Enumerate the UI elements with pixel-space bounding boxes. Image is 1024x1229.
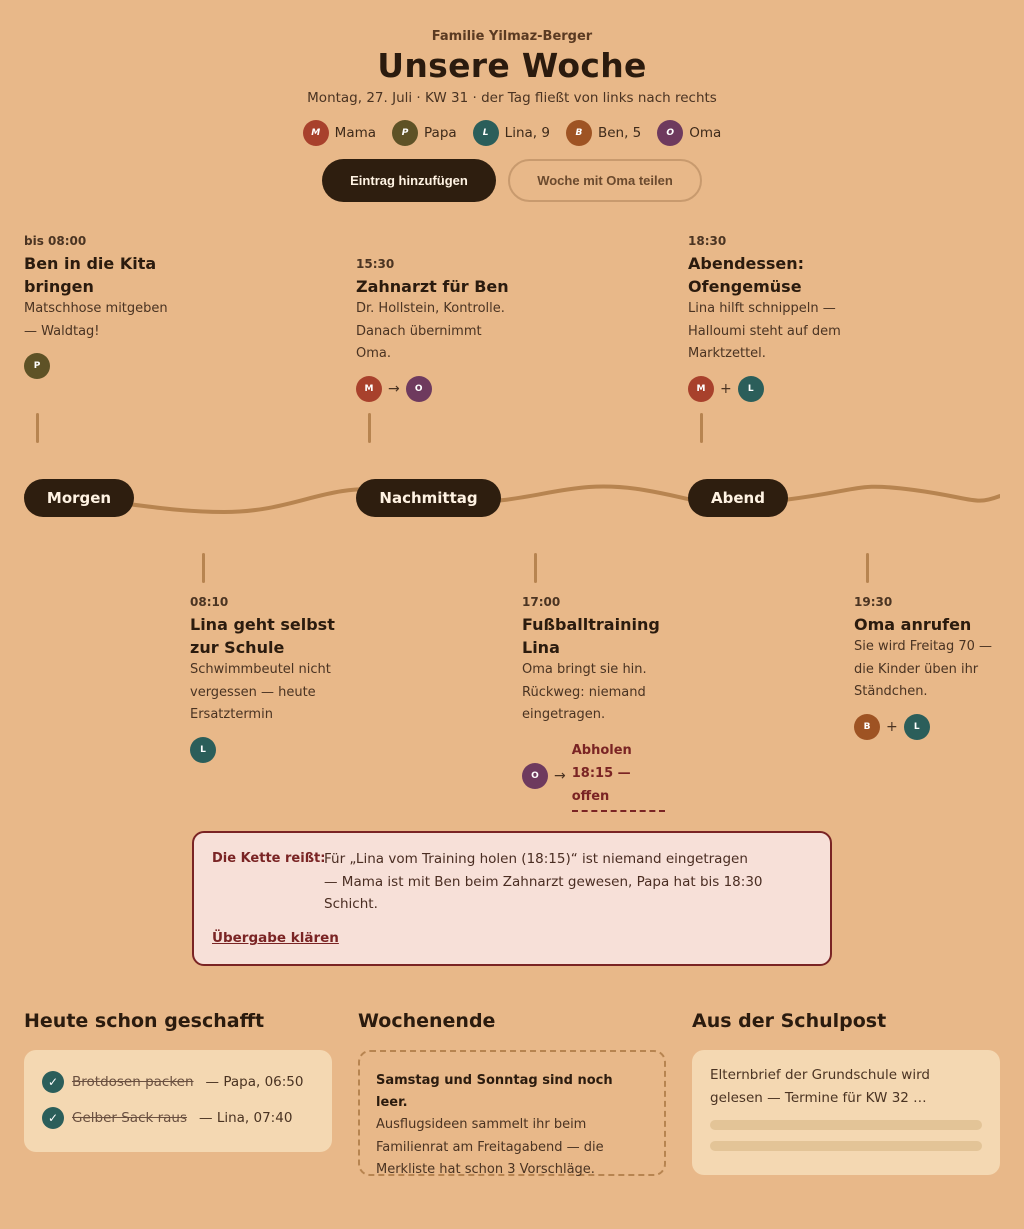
event-title: Oma anrufen — [854, 615, 972, 634]
event-dinner[interactable] — [688, 234, 848, 402]
done-by: — Papa, 06:50 — [205, 1074, 304, 1090]
member-avatar: O — [657, 120, 683, 146]
member-oma — [657, 120, 721, 146]
event-people — [688, 376, 848, 402]
event-dentist[interactable] — [356, 257, 516, 402]
resolve-handover-link[interactable]: Übergabe klären — [212, 930, 339, 946]
person-avatar: L — [190, 737, 216, 763]
event-time: 19:30 — [854, 595, 893, 609]
member-avatar: P — [392, 120, 418, 146]
weekend-card — [358, 1050, 666, 1176]
event-people — [24, 353, 174, 379]
page-title: Unsere Woche — [377, 46, 647, 85]
event-description: Schwimmbeutel nicht vergessen — heute Ersatztermin — [190, 662, 331, 722]
weekend-headline: Samstag und Sonntag sind noch leer. — [376, 1073, 613, 1110]
timeline-stem — [866, 553, 869, 583]
page-subtitle: Montag, 27. Juli · KW 31 · der Tag fließt von links nach rechts — [307, 90, 717, 106]
event-time: 15:30 — [356, 257, 395, 271]
done-item — [42, 1107, 292, 1129]
event-kita[interactable] — [24, 234, 174, 379]
member-name: Ben, 5 — [597, 125, 642, 141]
phase-afternoon: Nachmittag — [356, 479, 501, 517]
share-with-oma-button[interactable]: Woche mit Oma teilen — [508, 159, 702, 202]
event-title: Zahnarzt für Ben — [356, 277, 509, 296]
done-task: Brotdosen packen — [72, 1074, 194, 1090]
together-plus: + — [886, 718, 898, 735]
done-section-title: Heute schon geschafft — [24, 1010, 265, 1032]
person-avatar: M — [688, 376, 714, 402]
school-mail-text: Elternbrief der Grundschule wird gelesen — Termine für KW 32 … — [710, 1067, 930, 1106]
event-time: bis 08:00 — [24, 234, 87, 248]
event-title: Fußballtraining Lina — [522, 615, 660, 657]
event-title: Lina geht selbst zur Schule — [190, 615, 335, 657]
member-avatar: B — [566, 120, 592, 146]
member-mama — [303, 120, 376, 146]
handover-arrow: → — [554, 767, 566, 784]
member-name: Oma — [689, 125, 722, 141]
event-football[interactable] — [522, 595, 672, 727]
chain-break-alert — [192, 831, 832, 966]
person-avatar: O — [406, 376, 432, 402]
done-item — [42, 1071, 303, 1093]
member-name: Papa — [424, 125, 457, 141]
family-name: Familie Yilmaz-Berger — [431, 29, 593, 44]
loading-skeleton-line — [710, 1120, 982, 1130]
event-people — [190, 737, 350, 763]
member-papa — [392, 120, 457, 146]
member-lina — [473, 120, 550, 146]
event-time: 08:10 — [190, 595, 229, 609]
person-avatar: L — [904, 714, 930, 740]
person-avatar: L — [738, 376, 764, 402]
timeline-stem — [202, 553, 205, 583]
weekend-section-title: Wochenende — [358, 1010, 496, 1032]
timeline-stem — [700, 413, 703, 443]
school-section-title: Aus der Schulpost — [692, 1010, 887, 1032]
member-name: Mama — [334, 125, 377, 141]
pickup-handover — [522, 739, 665, 812]
member-avatar: M — [303, 120, 329, 146]
person-avatar: M — [356, 376, 382, 402]
handover-arrow: → — [388, 380, 400, 397]
timeline-stem — [36, 413, 39, 443]
add-entry-button[interactable]: Eintrag hinzufügen — [322, 159, 496, 202]
check-icon: ✓ — [42, 1107, 64, 1129]
event-title: Abendessen: Ofengemüse — [688, 254, 805, 296]
event-description: Dr. Hollstein, Kontrolle. Danach übernimmt Oma. — [356, 301, 505, 361]
together-plus: + — [720, 380, 732, 397]
loading-skeleton-line — [710, 1141, 982, 1151]
open-pickup-slot[interactable]: Abholen 18:15 — offen — [572, 739, 665, 812]
done-card — [24, 1050, 332, 1152]
person-avatar: B — [854, 714, 880, 740]
event-title: Ben in die Kita bringen — [24, 254, 157, 296]
person-avatar: O — [522, 763, 548, 789]
event-description: Oma bringt sie hin. Rückweg: niemand eingetragen. — [522, 662, 647, 722]
member-ben — [566, 120, 641, 146]
event-school[interactable] — [190, 595, 350, 763]
event-people — [854, 714, 1004, 740]
member-legend — [0, 120, 1024, 146]
member-avatar: L — [473, 120, 499, 146]
alert-heading: Die Kette reißt: — [212, 851, 326, 866]
timeline-stem — [368, 413, 371, 443]
event-call-oma[interactable] — [854, 595, 1004, 740]
event-description: Sie wird Freitag 70 — die Kinder üben ihr Ständchen. — [854, 639, 993, 699]
phase-morning: Morgen — [24, 479, 134, 517]
timeline-wave — [24, 470, 1000, 520]
member-name: Lina, 9 — [504, 125, 550, 141]
phase-evening: Abend — [688, 479, 788, 517]
event-people — [356, 376, 516, 402]
timeline-stem — [534, 553, 537, 583]
event-description: Lina hilft schnippeln — Halloumi steht auf dem Marktzettel. — [688, 301, 841, 361]
check-icon: ✓ — [42, 1071, 64, 1093]
done-task: Gelber Sack raus — [72, 1110, 188, 1126]
event-time: 18:30 — [688, 234, 727, 248]
weekend-text: Ausflugsideen sammelt ihr beim Familienrat am Freitagabend — die Merkliste hat schon 3 Vorschläge. — [376, 1117, 604, 1177]
person-avatar: P — [24, 353, 50, 379]
event-time: 17:00 — [522, 595, 561, 609]
alert-message: Für „Lina vom Training holen (18:15)“ ist niemand eingetragen — Mama ist mit Ben beim Zahnarzt gewesen, Papa hat bis 18:30 Schicht. — [324, 851, 763, 912]
done-by: — Lina, 07:40 — [199, 1110, 293, 1126]
school-mail-card — [692, 1050, 1000, 1175]
event-description: Matschhose mitgeben — Waldtag! — [24, 301, 168, 339]
